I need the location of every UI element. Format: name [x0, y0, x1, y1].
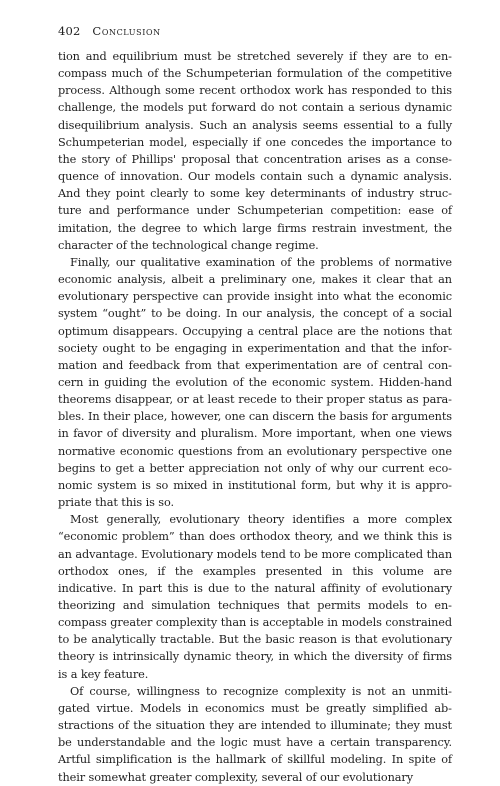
paragraph-1: tion and equilibrium must be stretched severely if they are to encompass much of the Schumpeterian formulation of the competitive process. Although some recent orthodox work has responded to this challenge, the models put forward do not contain a serious dynamic disequilibrium analysis. Such an analysis seems essential to a fully Schumpeterian model, especially if one concedes the importance to the story of Phillips' proposal that concentration arises as a consequence of innovation. Our models contain such a dynamic analysis. And they point clearly to some key determinants of industry structure and performance under Schumpeterian competition: ease of imitation, the degree to which large firms restrain investment, the character of the technological change regime.: [58, 50, 452, 252]
section-title: Conclusion: [92, 24, 161, 38]
paragraph-2: Finally, our qualitative examination of the problems of normative economic analysis, albeit a preliminary one, makes it clear that an evolutionary perspective can provide insight into what the economic system “ought” to be doing. In our analysis, the concept of a social optimum disappears. Occupying a central place are the notions that society ought to be engaging in experimentation and that the information and feedback from that experimentation are of central concern in guiding the evolution of the economic system. Hidden-hand theorems disappear, or at least recede to their proper status as parables. In their place, however, one can discern the basis for arguments in favor of diversity and pluralism. More important, when one views normative economic questions from an evolutionary perspective one begins to get a better appreciation not only of why our current economic system is so mixed in institutional form, but why it is appropriate that this is so.: [58, 255, 452, 510]
paragraph-4: Of course, willingness to recognize complexity is not an unmitigated virtue. Models in economics must be greatly simplified abstractions of the situation they are intended to illuminate; they must be understandable and the logic must have a certain transparency. Artful simplification is the hallmark of skillful modeling. In spite of their somewhat greater complexity, several of our evolutionary: [58, 684, 452, 784]
paragraph-3: Most generally, evolutionary theory identifies a more complex “economic problem” than does orthodox theory, and we think this is an advantage. Evolutionary models tend to be more complicated than orthodox ones, if the examples presented in this volume are indicative. In part this is due to the natural affinity of evolutionary theorizing and simulation techniques that permits models to encompass greater complexity than is acceptable in models constrained to be analytically tractable. But the basic reason is that evolutionary theory is intrinsically dynamic theory, in which the diversity of firms is a key feature.: [58, 513, 452, 681]
running-head: [58, 24, 452, 48]
book-page: [58, 24, 452, 786]
body-text: [58, 48, 452, 786]
page-number: 402: [58, 24, 81, 38]
